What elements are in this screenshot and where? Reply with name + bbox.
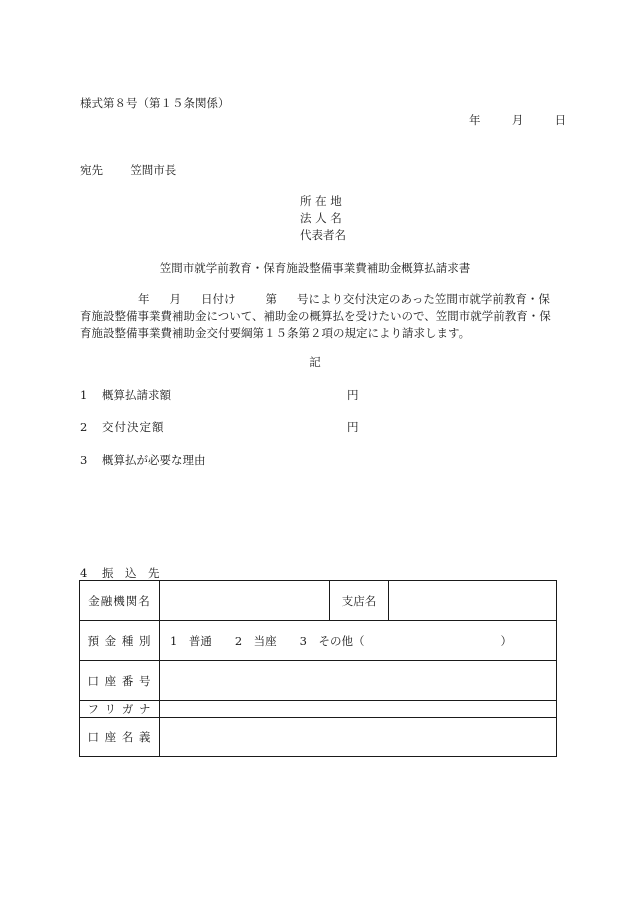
branch-name-field[interactable] xyxy=(389,581,557,621)
item-request-amount xyxy=(80,388,171,402)
addressee-name: 笠間市長 xyxy=(130,163,177,177)
body-year: 年 xyxy=(138,292,150,306)
representative-label: 代表者名 xyxy=(300,228,346,242)
account-name-label: 口 座 名 義 xyxy=(80,718,160,757)
bank-name-field[interactable] xyxy=(160,581,330,621)
furigana-label: フ リ ガ ナ xyxy=(80,701,160,718)
account-number-field[interactable] xyxy=(160,661,557,701)
date-month: 月 xyxy=(511,113,524,127)
item-reason xyxy=(80,453,206,467)
furigana-field[interactable] xyxy=(160,701,557,718)
transfer-table xyxy=(79,580,557,757)
body-text: 号により交付決定のあった笠間市就学前教育・保育施設整備事業費補助金について、補助金の概算払を受けたいので、笠間市就学前教育・保育施設整備事業費補助金交付要綱第１５条第２項の規定により請求します。 xyxy=(80,292,551,340)
branch-name-label: 支店名 xyxy=(330,581,389,621)
transfer-heading xyxy=(80,566,160,580)
corp-name-label: 法 人 名 xyxy=(300,211,342,225)
addressee xyxy=(80,163,176,177)
item-number: 2 xyxy=(80,420,88,434)
form-number: 様式第８号（第１５条関係） xyxy=(80,96,230,110)
item-number: 3 xyxy=(80,453,88,467)
body-month: 月 xyxy=(169,292,181,306)
item-label: 交付決定額 xyxy=(102,420,165,434)
body-no-prefix: 第 xyxy=(265,292,277,306)
account-name-field[interactable] xyxy=(160,718,557,757)
date-year: 年 xyxy=(469,113,481,127)
body-day-ref: 日付け xyxy=(201,292,236,306)
item-decision-amount xyxy=(80,420,165,434)
item-label: 概算払が必要な理由 xyxy=(102,453,206,467)
item-label: 概算払請求額 xyxy=(102,388,171,402)
addressee-label: 宛先 xyxy=(80,163,103,177)
account-type-options: 1 普通 2 当座 3 その他（ xyxy=(170,633,365,648)
ki-label: 記 xyxy=(309,355,321,369)
account-type-field[interactable] xyxy=(160,621,557,661)
yen-unit: 円 xyxy=(347,420,359,434)
item-number: 4 xyxy=(80,566,88,580)
bank-name-label: 金融機関名 xyxy=(80,581,160,621)
account-number-label: 口 座 番 号 xyxy=(80,661,160,701)
date-line xyxy=(469,113,566,127)
date-day: 日 xyxy=(554,113,567,127)
transfer-heading-label: 振 込 先 xyxy=(102,566,160,580)
account-type-label: 預 金 種 別 xyxy=(80,621,160,661)
yen-unit: 円 xyxy=(347,388,359,402)
account-type-close: ） xyxy=(500,633,512,648)
document-title: 笠間市就学前教育・保育施設整備事業費補助金概算払請求書 xyxy=(159,261,471,275)
address-label: 所 在 地 xyxy=(300,194,342,208)
item-number: 1 xyxy=(80,388,88,402)
body-paragraph xyxy=(80,291,560,342)
applicant-block xyxy=(300,194,346,245)
